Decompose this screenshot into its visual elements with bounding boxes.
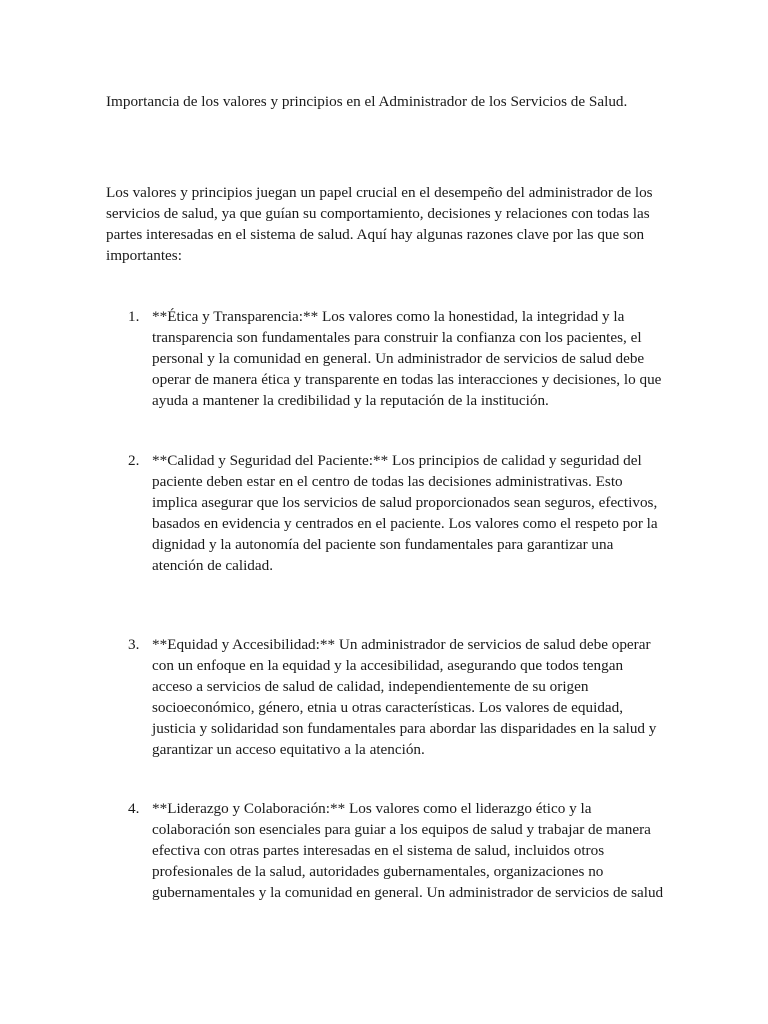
list-item-number: 3. <box>128 636 140 653</box>
list-item <box>128 306 668 411</box>
list-item-text: **Liderazgo y Colaboración:** Los valores como el liderazgo ético y la colaboración son esenciales para guiar a los equipos de salud y trabajar de manera efectiva con otras partes interesadas en el sistema de salud, incluidos otros profesionales de la salud, autoridades gubernamentales, organizaciones no gubernamentales y la comunidad en general. Un administrador de servicios de salud <box>152 800 664 901</box>
intro-paragraph: Los valores y principios juegan un papel crucial en el desempeño del administrador de los servicios de salud, ya que guían su comportamiento, decisiones y relaciones con todas las partes interesadas en el sistema de salud. Aquí hay algunas razones clave por las que son importantes: <box>106 184 653 264</box>
list-item <box>128 634 668 760</box>
document-title: Importancia de los valores y principios en el Administrador de los Servicios de Salud. <box>106 93 628 110</box>
list-item <box>128 798 668 903</box>
list-item-number: 2. <box>128 452 140 469</box>
list-item-number: 1. <box>128 308 140 325</box>
list-item <box>128 450 668 576</box>
list-item-number: 4. <box>128 800 140 817</box>
list-item-text: **Equidad y Accesibilidad:** Un administrador de servicios de salud debe operar con un enfoque en la equidad y la accesibilidad, asegurando que todos tengan acceso a servicios de salud de calidad, independientemente de su origen socioeconómico, género, etnia u otras características. Los valores de equidad, justicia y solidaridad son fundamentales para abordar las disparidades en la salud y garantizar un acceso equitativo a la atención. <box>152 636 657 758</box>
list-item-text: **Ética y Transparencia:** Los valores como la honestidad, la integridad y la transparencia son fundamentales para construir la confianza con los pacientes, el personal y la comunidad en general. Un administrador de servicios de salud debe operar de manera ética y transparente en todas las interacciones y decisiones, lo que ayuda a mantener la credibilidad y la reputación de la institución. <box>152 308 662 409</box>
list-item-text: **Calidad y Seguridad del Paciente:** Los principios de calidad y seguridad del paciente deben estar en el centro de todas las decisiones administrativas. Esto implica asegurar que los servicios de salud proporcionados sean seguros, efectivos, basados en evidencia y centrados en el paciente. Los valores como el respeto por la dignidad y la autonomía del paciente son fundamentales para garantizar una atención de calidad. <box>152 452 658 574</box>
